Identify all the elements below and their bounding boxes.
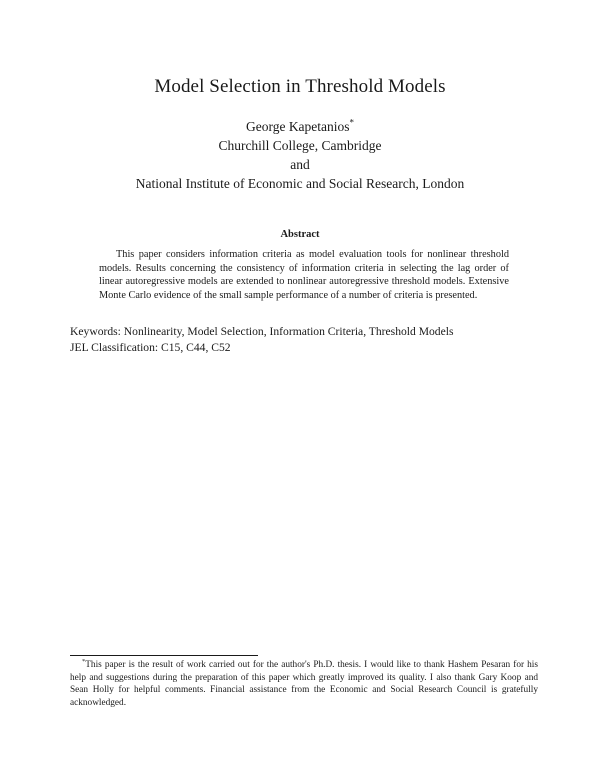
keywords-line: Keywords: Nonlinearity, Model Selection, Information Criteria, Threshold Models bbox=[70, 325, 454, 338]
abstract-heading: Abstract bbox=[280, 229, 320, 240]
author-line bbox=[0, 117, 600, 136]
paper-title: Model Selection in Threshold Models bbox=[154, 76, 446, 97]
footnote-rule bbox=[70, 655, 258, 656]
author-footnote-mark: * bbox=[349, 117, 355, 128]
affiliation-conjunction: and bbox=[290, 157, 310, 172]
footnote-mark: * bbox=[82, 657, 86, 665]
abstract-body: This paper considers information criteria as model evaluation tools for nonlinear threshold models. Results concerning the consistency of information criteria in selecting the lag order of linear autoregressive models are extended to nonlinear autoregressive threshold models. Extensive Monte Carlo evidence of the small sample performance of a number of criteria is presented. bbox=[99, 249, 509, 301]
footnote bbox=[70, 659, 538, 709]
footnote-text: This paper is the result of work carried out for the author's Ph.D. thesis. I would like to thank Hashem Pesaran for his help and suggestions during the preparation of this paper which greatly improved its quality. I also thank Gary Koop and Sean Holly for helpful comments. Financial assistance from the Economic and Social Research Council is gratefully acknowledged. bbox=[70, 660, 538, 708]
jel-classification-line: JEL Classification: C15, C44, C52 bbox=[70, 341, 231, 354]
affiliation-2: National Institute of Economic and Social Research, London bbox=[135, 176, 465, 191]
author-name: George Kapetanios bbox=[245, 119, 350, 134]
author-block bbox=[0, 117, 600, 193]
affiliation-1: Churchill College, Cambridge bbox=[218, 138, 382, 153]
